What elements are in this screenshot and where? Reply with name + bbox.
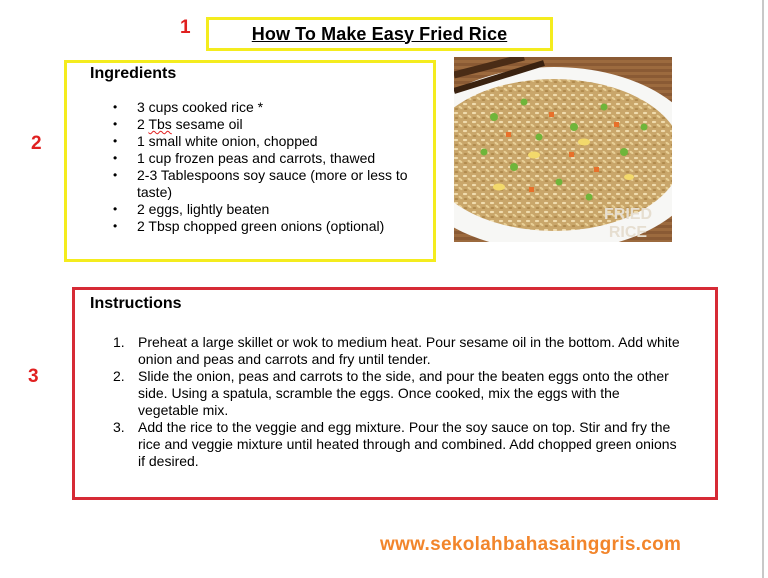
ingredient-item: • 1 cup frozen peas and carrots, thawed	[113, 150, 433, 167]
instructions-heading: Instructions	[90, 295, 182, 312]
ingredient-text: sesame oil	[171, 116, 243, 132]
step-number: 3.	[113, 419, 125, 435]
step-number: 1.	[113, 334, 125, 350]
website-link[interactable]: www.sekolahbahasainggris.com	[380, 534, 682, 555]
ingredient-text: 2	[137, 116, 149, 132]
title-box	[206, 17, 553, 51]
instruction-step	[113, 368, 683, 419]
step-number: 2.	[113, 368, 125, 384]
ingredient-item	[113, 116, 433, 133]
marker-3: 3	[28, 366, 39, 387]
instructions-box	[72, 287, 718, 500]
fried-rice-illustration	[454, 57, 672, 242]
step-text: Slide the onion, peas and carrots to the side, and pour the beaten eggs onto the other side. Using a spatula, scramble the eggs. Once cooked, mix the eggs with the vegetable mix.	[138, 368, 669, 418]
ingredient-item: • 3 cups cooked rice *	[113, 99, 433, 116]
ingredients-box	[64, 60, 436, 262]
photo-logo-line2: RICE	[608, 224, 648, 241]
step-text: Add the rice to the veggie and egg mixture. Pour the soy sauce on top. Stir and fry the rice and veggie mixture until heated through and combined. Add chopped green onions if desired.	[138, 419, 677, 469]
instruction-step	[113, 334, 683, 368]
ingredient-item: • 2-3 Tablespoons soy sauce (more or less to taste)	[113, 167, 433, 201]
page-title[interactable]: How To Make Easy Fried Rice	[251, 23, 508, 44]
marker-1: 1	[180, 17, 191, 38]
spellcheck-word: Tbs	[148, 116, 172, 132]
page-edge-divider	[762, 0, 764, 578]
marker-2: 2	[31, 133, 42, 154]
ingredient-item: • 2 eggs, lightly beaten	[113, 201, 433, 218]
ingredients-list	[113, 99, 433, 235]
ingredient-item: • 2 Tbsp chopped green onions (optional)	[113, 218, 433, 235]
step-text: Preheat a large skillet or wok to medium heat. Pour sesame oil in the bottom. Add white onion and peas and carrots and fry until tender.	[138, 334, 680, 367]
ingredients-heading: Ingredients	[90, 65, 177, 82]
fried-rice-photo	[454, 57, 672, 242]
instruction-step	[113, 419, 683, 470]
ingredient-item: • 1 small white onion, chopped	[113, 133, 433, 150]
instructions-list	[113, 334, 683, 470]
photo-logo-line1: FRIED	[604, 206, 652, 223]
